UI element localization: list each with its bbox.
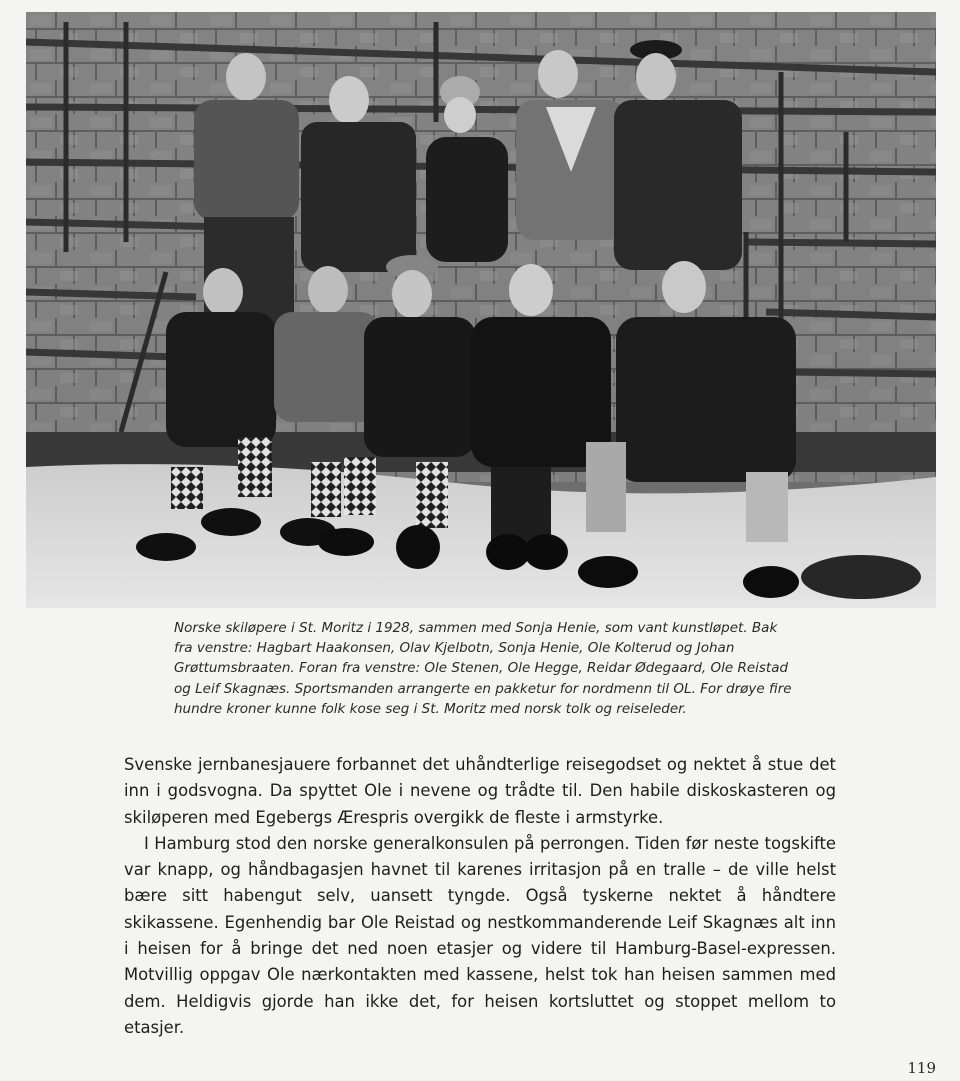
photo-caption: Norske skiløpere i St. Moritz i 1928, sammen med Sonja Henie, som vant kunstløpet. Bak fra venstre: Hagbart Haakonsen, Olav Kjelbotn, Sonja Henie, Ole Kolterud og Johan Grøttumsbraaten. Foran fra venstre: Ole Stenen, Ole Hegge, Reidar Ødegaard, Ole Reistad og Leif Skagnæs. Sportsmanden arrangerte en pakketur for nordmenn til OL. For drøye fire hundre kroner kunne folk kose seg i St. Moritz med norsk tolk og reiseleder. <box>174 620 792 717</box>
group-photo <box>26 12 936 608</box>
body-text <box>124 752 836 1041</box>
photo-illustration <box>26 12 936 608</box>
paragraph-1: Svenske jernbanesjauere forbannet det uhåndterlige reisegodset og nektet å stue det inn i godsvogna. Da spyttet Ole i nevene og trådte til. Den habile diskoskasteren og skiløperen med Egebergs Ærespris overgikk de fleste i armstyrke. <box>124 755 836 827</box>
paragraph-2: I Hamburg stod den norske generalkonsulen på perrongen. Tiden før neste togskifte var knapp, og håndbagasjen havnet til karenes irritasjon på en tralle – de ville helst bære sitt habengut selv, uansett tyngde. Også tyskerne nektet å håndtere skikassene. Egenhendig bar Ole Reistad og nestkommanderende Leif Skagnæs alt inn i heisen for å bringe det ned noen etasjer og videre til Hamburg-Basel-expressen. Motvillig oppgav Ole nærkontakten med kassene, helst tok han heisen sammen med dem. Heldigvis gjorde han ikke det, for heisen kortsluttet og stoppet mellom to etasjer. <box>124 833 836 1037</box>
page-number: 119 <box>907 1059 936 1077</box>
